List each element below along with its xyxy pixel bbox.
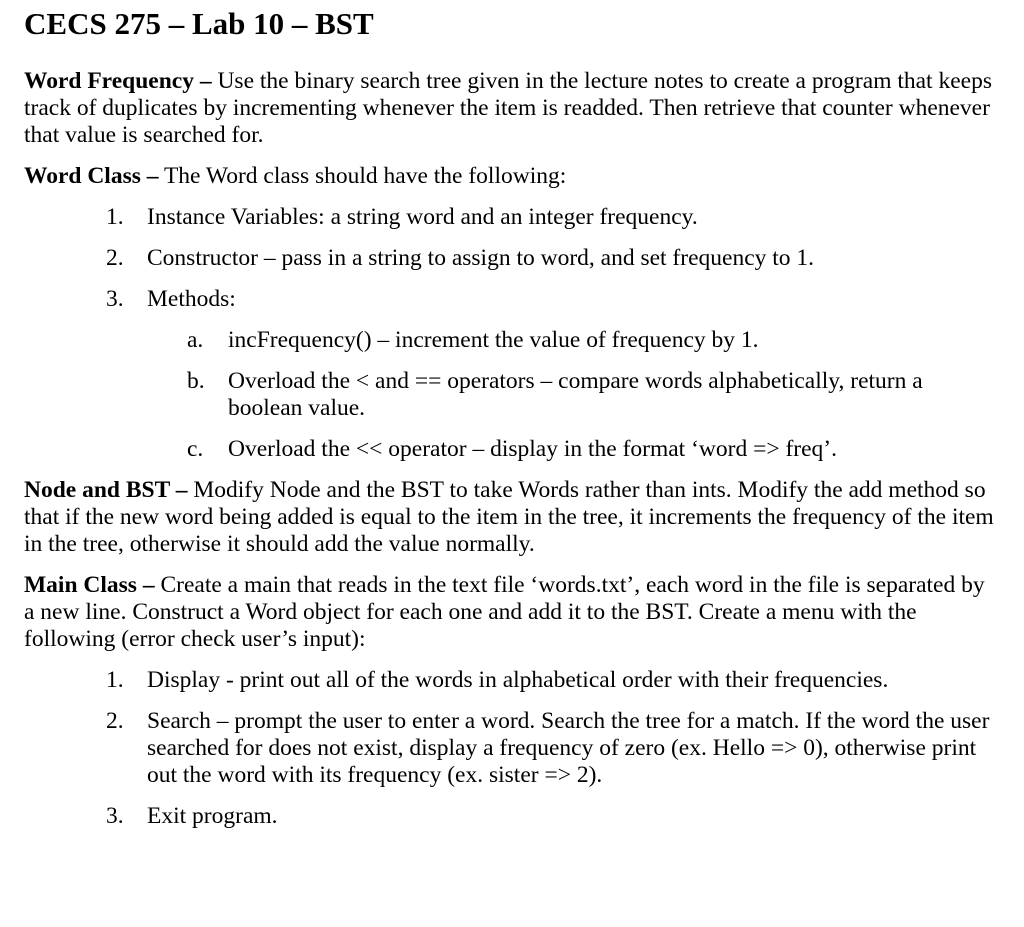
list-item-text: Instance Variables: a string word and an integer frequency. (147, 204, 698, 230)
list-marker: 2. (106, 708, 124, 734)
list-marker: 1. (106, 204, 124, 230)
list-marker: 1. (106, 667, 124, 693)
word-class-paragraph (24, 163, 1000, 190)
list-item (24, 708, 1000, 789)
sublist-item (147, 368, 1000, 422)
list-item (24, 204, 1000, 231)
menu-list (24, 667, 1000, 830)
node-bst-paragraph (24, 477, 1000, 558)
list-item (24, 803, 1000, 830)
list-marker: 3. (106, 286, 124, 312)
main-class-paragraph (24, 572, 1000, 653)
node-bst-heading: Node and BST – (24, 477, 188, 503)
main-class-text: Create a main that reads in the text file ‘words.txt’, each word in the file is separated by a new line. Construct a Word object for each one and add it to the BST. Create a menu with the following (error check user’s input): (24, 572, 985, 652)
word-class-text: The Word class should have the following: (158, 163, 567, 189)
list-item (24, 667, 1000, 694)
list-item-text: Display - print out all of the words in alphabetical order with their frequencies. (147, 667, 889, 693)
list-marker: 2. (106, 245, 124, 271)
methods-sublist (147, 327, 1000, 463)
sublist-item-text: incFrequency() – increment the value of frequency by 1. (228, 327, 759, 353)
word-frequency-paragraph (24, 68, 1000, 149)
list-item-text: Constructor – pass in a string to assign to word, and set frequency to 1. (147, 245, 815, 271)
node-bst-text: Modify Node and the BST to take Words rather than ints. Modify the add method so that if the new word being added is equal to the item in the tree, it increments the frequency of the item in the tree, otherwise it should add the value normally. (24, 477, 994, 557)
sublist-item-text: Overload the << operator – display in the format ‘word => freq’. (228, 436, 837, 462)
list-item-text: Exit program. (147, 803, 278, 829)
sublist-marker: c. (187, 436, 204, 462)
page-title: CECS 275 – Lab 10 – BST (24, 6, 374, 41)
list-marker: 3. (106, 803, 124, 829)
main-class-heading: Main Class – (24, 572, 155, 598)
sublist-item (147, 327, 1000, 354)
list-item (24, 286, 1000, 463)
word-class-list (24, 204, 1000, 463)
word-frequency-text: Use the binary search tree given in the lecture notes to create a program that keeps track of duplicates by incrementing whenever the item is readded. Then retrieve that counter whenever that value is searched for. (24, 68, 992, 148)
sublist-marker: a. (187, 327, 204, 353)
sublist-marker: b. (187, 368, 205, 394)
list-item (24, 245, 1000, 272)
list-item-text: Search – prompt the user to enter a word. Search the tree for a match. If the word the user searched for does not exist, display a frequency of zero (ex. Hello => 0), otherwise print out the word with its frequency (ex. sister => 2). (147, 708, 990, 788)
word-frequency-heading: Word Frequency – (24, 68, 212, 94)
sublist-item (147, 436, 1000, 463)
list-item-text: Methods: (147, 286, 236, 312)
sublist-item-text: Overload the < and == operators – compare words alphabetically, return a boolean value. (228, 368, 923, 421)
word-class-heading: Word Class – (24, 163, 159, 189)
